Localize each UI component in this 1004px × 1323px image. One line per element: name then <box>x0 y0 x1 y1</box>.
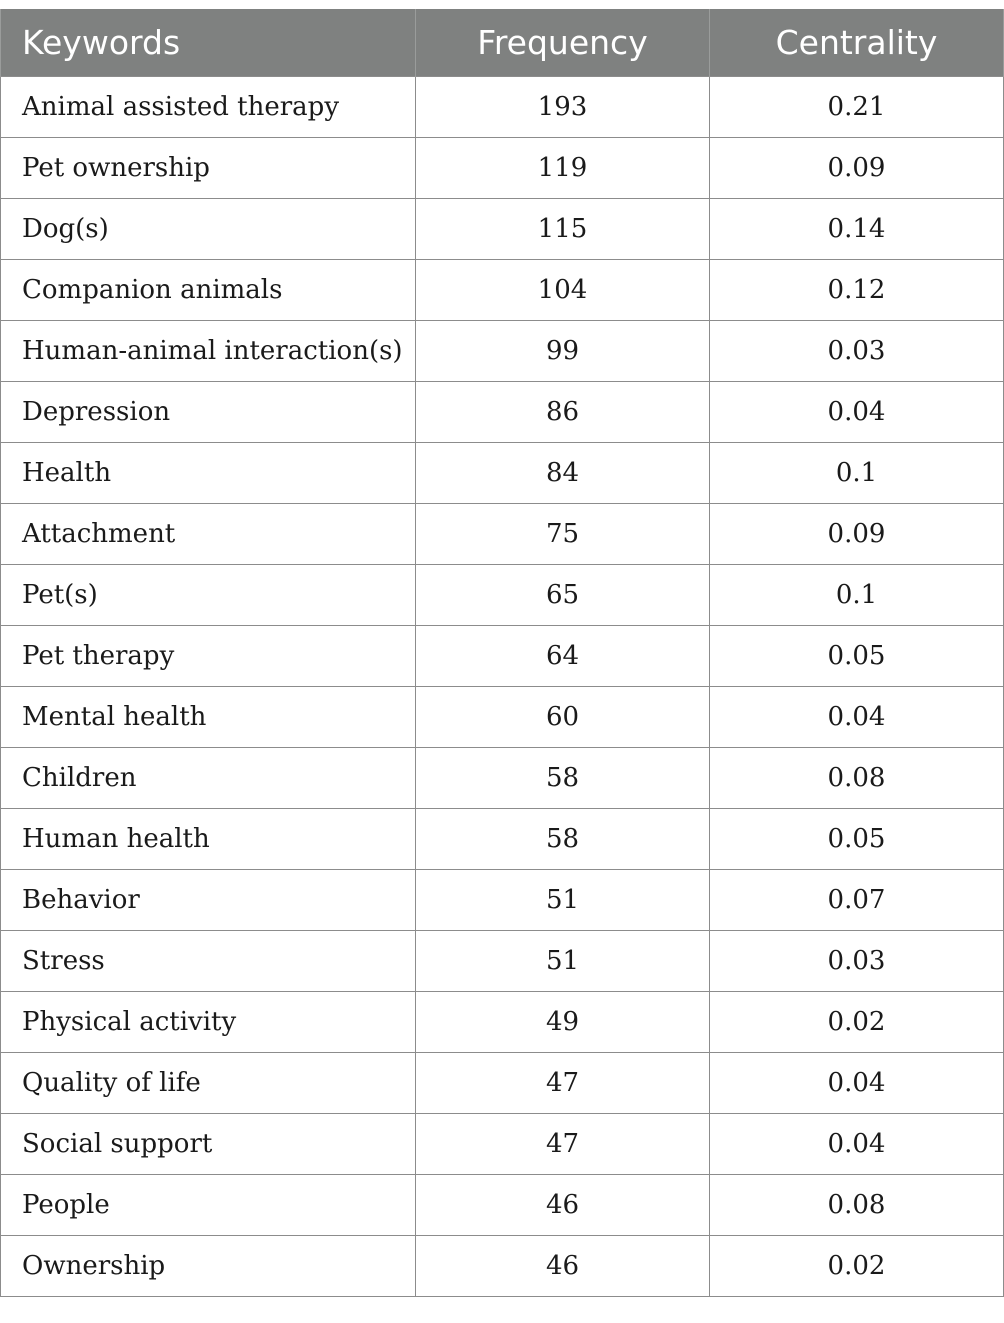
table-row <box>1 382 1004 443</box>
table-row <box>1 77 1004 138</box>
frequency-cell: 104 <box>416 260 710 321</box>
table-row <box>1 443 1004 504</box>
table-row <box>1 260 1004 321</box>
table-row <box>1 992 1004 1053</box>
centrality-cell: 0.1 <box>710 565 1004 626</box>
centrality-cell: 0.08 <box>710 1175 1004 1236</box>
centrality-cell: 0.03 <box>710 931 1004 992</box>
centrality-cell: 0.07 <box>710 870 1004 931</box>
keyword-cell: Children <box>1 748 416 809</box>
table-row <box>1 626 1004 687</box>
keyword-cell: Pet therapy <box>1 626 416 687</box>
table-row <box>1 809 1004 870</box>
keyword-cell: Human-animal interaction(s) <box>1 321 416 382</box>
frequency-cell: 47 <box>416 1053 710 1114</box>
keyword-cell: Ownership <box>1 1236 416 1297</box>
centrality-cell: 0.09 <box>710 504 1004 565</box>
header-frequency: Frequency <box>416 9 710 77</box>
centrality-cell: 0.05 <box>710 626 1004 687</box>
centrality-cell: 0.04 <box>710 687 1004 748</box>
table-row <box>1 1114 1004 1175</box>
table-row <box>1 504 1004 565</box>
frequency-cell: 115 <box>416 199 710 260</box>
frequency-cell: 51 <box>416 931 710 992</box>
table-row <box>1 321 1004 382</box>
keyword-cell: Stress <box>1 931 416 992</box>
table-row <box>1 748 1004 809</box>
table-row <box>1 1175 1004 1236</box>
frequency-cell: 65 <box>416 565 710 626</box>
centrality-cell: 0.08 <box>710 748 1004 809</box>
frequency-cell: 46 <box>416 1236 710 1297</box>
keyword-cell: Physical activity <box>1 992 416 1053</box>
centrality-cell: 0.04 <box>710 1053 1004 1114</box>
table-row <box>1 870 1004 931</box>
keyword-cell: Dog(s) <box>1 199 416 260</box>
frequency-cell: 119 <box>416 138 710 199</box>
frequency-cell: 64 <box>416 626 710 687</box>
frequency-cell: 60 <box>416 687 710 748</box>
frequency-cell: 193 <box>416 77 710 138</box>
header-centrality: Centrality <box>710 9 1004 77</box>
table-row <box>1 199 1004 260</box>
centrality-cell: 0.09 <box>710 138 1004 199</box>
frequency-cell: 58 <box>416 809 710 870</box>
table-body <box>1 77 1004 1297</box>
centrality-cell: 0.02 <box>710 992 1004 1053</box>
keyword-cell: Attachment <box>1 504 416 565</box>
table-row <box>1 1236 1004 1297</box>
keyword-cell: Pet ownership <box>1 138 416 199</box>
keyword-cell: Companion animals <box>1 260 416 321</box>
table-row <box>1 1053 1004 1114</box>
centrality-cell: 0.04 <box>710 1114 1004 1175</box>
centrality-cell: 0.21 <box>710 77 1004 138</box>
frequency-cell: 47 <box>416 1114 710 1175</box>
header-row <box>1 9 1004 77</box>
keyword-cell: Quality of life <box>1 1053 416 1114</box>
keyword-cell: Social support <box>1 1114 416 1175</box>
centrality-cell: 0.05 <box>710 809 1004 870</box>
keyword-cell: Animal assisted therapy <box>1 77 416 138</box>
centrality-cell: 0.1 <box>710 443 1004 504</box>
centrality-cell: 0.02 <box>710 1236 1004 1297</box>
centrality-cell: 0.04 <box>710 382 1004 443</box>
frequency-cell: 99 <box>416 321 710 382</box>
frequency-cell: 86 <box>416 382 710 443</box>
keyword-cell: Health <box>1 443 416 504</box>
keyword-cell: Mental health <box>1 687 416 748</box>
keywords-table <box>0 9 1004 1297</box>
centrality-cell: 0.03 <box>710 321 1004 382</box>
frequency-cell: 84 <box>416 443 710 504</box>
frequency-cell: 58 <box>416 748 710 809</box>
header-keywords: Keywords <box>1 9 416 77</box>
centrality-cell: 0.12 <box>710 260 1004 321</box>
table-row <box>1 687 1004 748</box>
frequency-cell: 49 <box>416 992 710 1053</box>
keyword-cell: Depression <box>1 382 416 443</box>
keyword-cell: Pet(s) <box>1 565 416 626</box>
table-row <box>1 138 1004 199</box>
keyword-cell: People <box>1 1175 416 1236</box>
table-row <box>1 931 1004 992</box>
table-header <box>1 9 1004 77</box>
frequency-cell: 51 <box>416 870 710 931</box>
keyword-cell: Behavior <box>1 870 416 931</box>
keyword-cell: Human health <box>1 809 416 870</box>
frequency-cell: 75 <box>416 504 710 565</box>
frequency-cell: 46 <box>416 1175 710 1236</box>
table-row <box>1 565 1004 626</box>
centrality-cell: 0.14 <box>710 199 1004 260</box>
